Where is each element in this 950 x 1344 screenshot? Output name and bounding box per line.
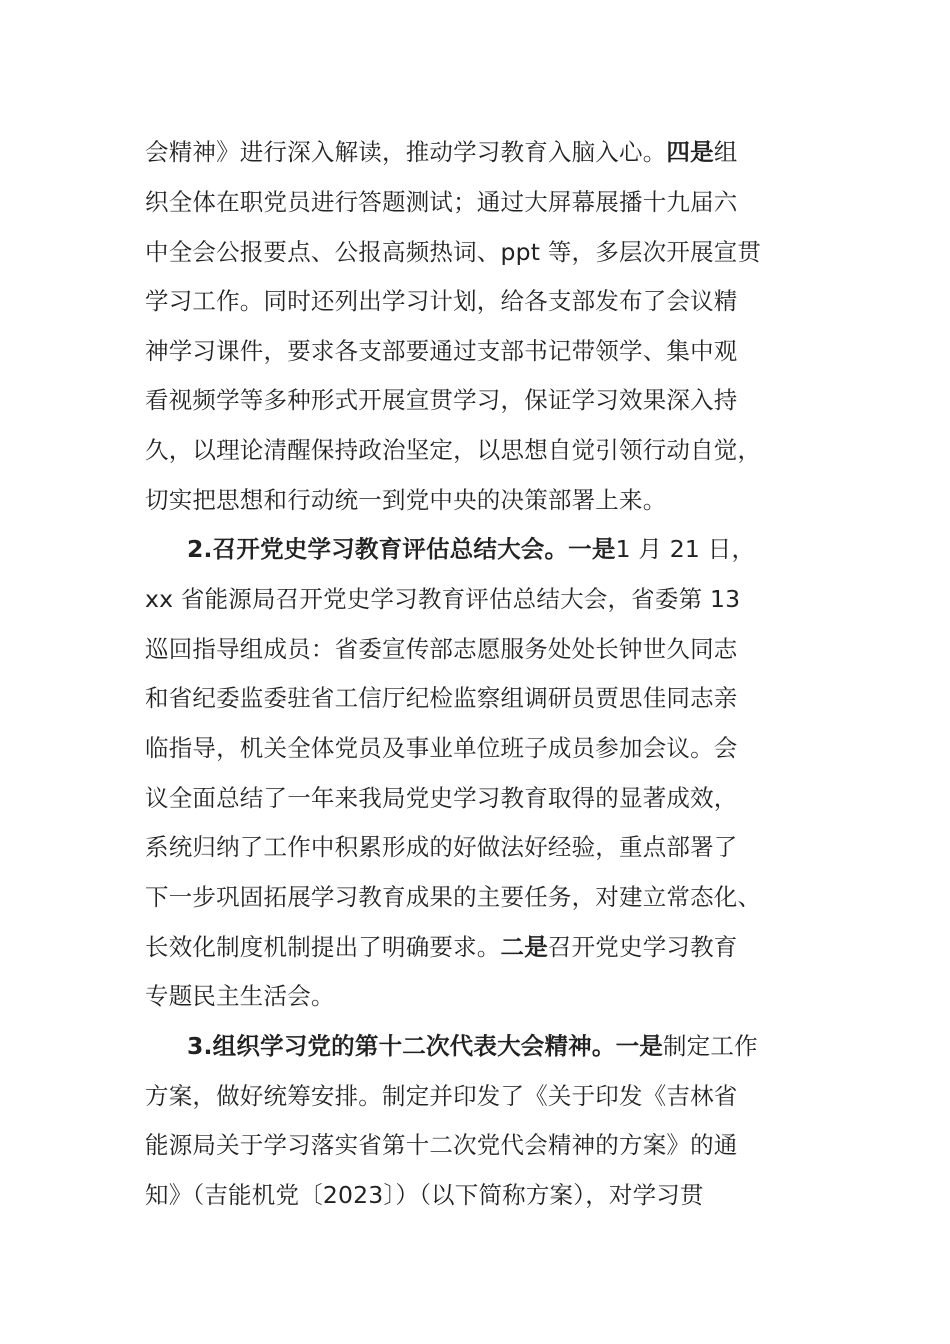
text-line-4: 学习工作。同时还列出学习计划，给各支部发布了会议精 xyxy=(145,287,738,315)
text-line-5: 神学习课件，要求各支部要通过支部书记带领学、集中观 xyxy=(145,337,738,365)
text-line-7: 久，以理论清醒保持政治坚定，以思想自觉引领行动自觉， xyxy=(145,436,762,464)
text-line-8: 切实把思想和行动统一到党中央的决策部署上来。 xyxy=(145,486,667,514)
text-line-18: 专题民主生活会。 xyxy=(145,982,335,1010)
text-line-15: 系统归纳了工作中积累形成的好做法好经验，重点部署了 xyxy=(145,833,738,861)
section-heading-2: 2.召开党史学习教育评估总结大会。一是1 月 21 日， xyxy=(187,535,756,563)
text-line-20: 方案，做好统筹安排。制定并印发了《关于印发《吉林省 xyxy=(145,1082,738,1110)
text-line-21: 能源局关于学习落实省第十二次党代会精神的方案》的通 xyxy=(145,1131,738,1159)
text-line-11: 巡回指导组成员：省委宣传部志愿服务处处长钟世久同志 xyxy=(145,635,738,663)
text-line-14: 议全面总结了一年来我局党史学习教育取得的显著成效， xyxy=(145,784,738,812)
text-line-13: 临指导，机关全体党员及事业单位班子成员参加会议。会 xyxy=(145,734,738,762)
text-line-6: 看视频学等多种形式开展宣贯学习，保证学习效果深入持 xyxy=(145,386,738,414)
text-line-10: xx 省能源局召开党史学习教育评估总结大会，省委第 13 xyxy=(145,585,741,613)
text-line-3: 中全会公报要点、公报高频热词、ppt 等，多层次开展宣贯 xyxy=(145,238,762,266)
text-line-17: 长效化制度机制提出了明确要求。二是召开党史学习教育 xyxy=(145,933,738,961)
text-line-12: 和省纪委监委驻省工信厅纪检监察组调研员贾思佳同志亲 xyxy=(145,684,738,712)
text-line-2: 织全体在职党员进行答题测试；通过大屏幕展播十九届六 xyxy=(145,188,738,216)
section-heading-3: 3.组织学习党的第十二次代表大会精神。一是制定工作 xyxy=(187,1032,758,1060)
text-line-16: 下一步巩固拓展学习教育成果的主要任务，对建立常态化、 xyxy=(145,883,762,911)
text-line-22: 知》（吉能机党〔2023〕）（以下简称方案），对学习贯 xyxy=(145,1181,704,1209)
text-line-1: 会精神》进行深入解读，推动学习教育入脑入心。四是组 xyxy=(145,138,738,166)
